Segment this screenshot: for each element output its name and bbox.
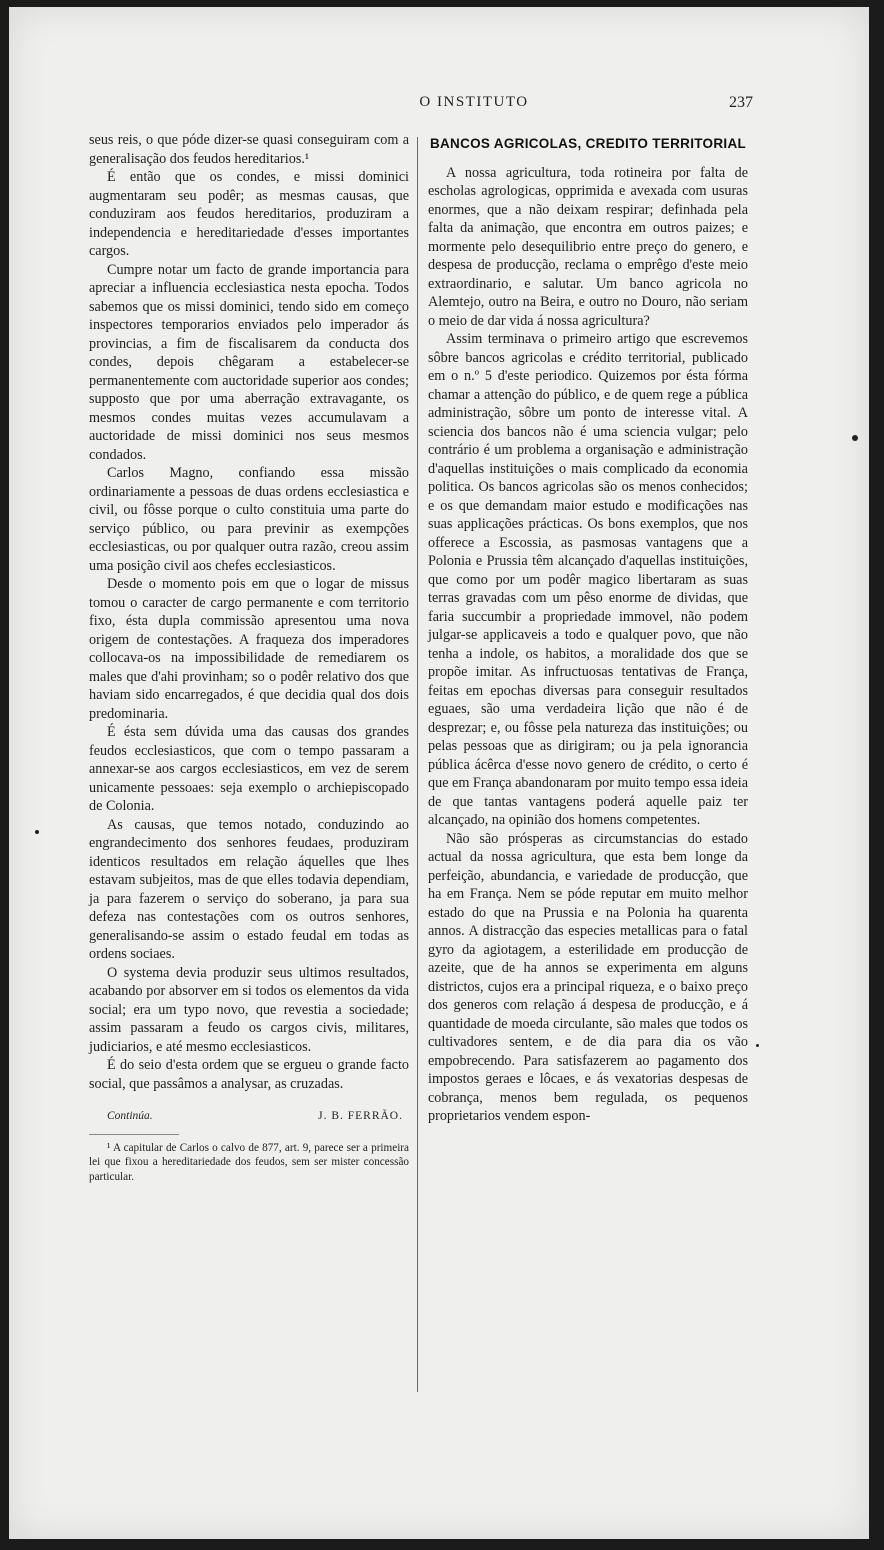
paragraph: Cumpre notar um facto de grande importancia para apreciar a influencia ecclesiastica nesta epocha. Todos sabemos que os missi dominici, tendo sido em começo inspectores temporarios enviados pelo imperador ás provincias, a fim de fiscalisarem da conducta dos condes, depois chêgaram a estabelecer-se permanentemente com auctoridade superior aos condes; supposto que por uma aberração extravagante, os mesmos condes muitas vezes accumulavam a auctoridade de missi dominici nos seus mesmos condados. [89, 261, 409, 463]
ink-spot [852, 435, 858, 441]
running-head [9, 94, 869, 118]
paragraph: O systema devia produzir seus ultimos resultados, acabando por absorver em si todos os elementos da vida social; era um typo novo, que revestia a sociedade; assim passaram a feudo os cargos civis, militares, judiciarios, e até mesmo ecclesiasticos. [89, 964, 409, 1055]
ink-spot [756, 1044, 759, 1047]
paragraph: Assim terminava o primeiro artigo que escrevemos sôbre bancos agricolas e crédito territorial, publicado em o n.º 5 d'este periodico. Quizemos por ésta fórma chamar a attenção do público, e de quem rege a pública administração, sôbre um ponto de interesse vital. A sciencia dos bancos não é uma sciencia vulgar; pelo contrário é um problema a organisação e administração d'aquellas instituições o mais complicado da economia politica. Os bancos agricolas são os menos conhecidos; e os que demandam maior estudo e modificações nas suas applicações prácticas. Os bons exemplos, que nos offerece a Escossia, as pasmosas vantagens que a Polonia e Prussia têm alcançado d'aquellas instituições, que como por um podêr magico libertaram as suas terras gravadas com um pêso enorme de dividas, que faria succumbir a propriedade immovel, não podem julgar-se applicaveis a todo e qualquer povo, que não tenha a indole, os habitos, a moralidade dos que se propõe imitar. As infructuosas tentativas de França, feitas em epochas diversas para conseguir resultados eguaes, são uma verdadeira lição que não é de desprezar; e, ou fôsse pela natureza das instituições; ou pelas pessoas que as dirigiram; ou ja pela ignorancia pública ácêrca d'esse novo genero de crédito, o certo é que em França abandonaram por muito tempo essa ideia de que tantas vantagens poderá aquelle paiz ter alcançado, na opinião dos homens competentes. [428, 331, 748, 828]
page-number: 237 [729, 94, 753, 111]
column-divider [417, 137, 418, 1392]
footnote: ¹ A capitular de Carlos o calvo de 877, art. 9, parece ser a primeira lei que fixou a hereditariedade dos feudos, sem ser mister concessão particular. [89, 1141, 409, 1183]
paragraph: As causas, que temos notado, conduzindo ao engrandecimento dos senhores feudaes, produziram identicos resultados em relação áquelles que lhes estavam subjeitos, mas de que elles todavia dependiam, ja para fazerem o serviço do soberano, ja para sua defeza nas contestações com os outros senhores, generalisando-se assim o estado feudal em todas as ordens sociaes. [89, 816, 409, 962]
article-title: BANCOS AGRICOLAS, CREDITO TERRITORIAL [429, 136, 747, 151]
author-signature: J. B. FERRÃO. [318, 1110, 403, 1122]
paragraph: É do seio d'esta ordem que se ergueu o grande facto social, que passâmos a analysar, as cruzadas. [89, 1057, 409, 1092]
signature-row [89, 1107, 409, 1126]
paragraph: Não são prósperas as circumstancias do estado actual da nossa agricultura, que esta bem longe da perfeição, abundancia, e variedade de producção, que ha em França. Nem se póde reputar em muito melhor estado do que na Prussia e na Polonia ha quarenta annos. A distracção das especies metallicas para o fatal gyro da agiotagem, a esterilidade em producção de azeite, que de ha annos se experimenta em alguns districtos, cujos era a principal riqueza, e o baixo preço dos generos com relação á despesa de producção, e á quantidade de moeda circulante, são males que todos os cultivadores sentem, e de dia para dia os vão empobrecendo. Para satisfazerem ao pagamento dos impostos geraes e lôcaes, e ás vexatorias despesas de cobrança, menos bem regulada, os pequenos proprietarios vendem espon- [428, 830, 748, 1124]
paragraph: É então que os condes, e missi dominici augmentaram seu podêr; as mesmas causas, que conduziram aos feudos hereditarios, produziram a independencia e hereditariedade d'esses importantes cargos. [89, 169, 409, 259]
paragraph: seus reis, o que póde dizer-se quasi conseguiram com a generalisação dos feudos hereditarios.¹ [89, 132, 409, 167]
paragraph: Desde o momento pois em que o logar de missus tomou o caracter de cargo permanente e com territorio fixo, ésta dupla commissão apresentou uma nova origem de contestações. A fraqueza dos imperadores collocava-os na impossibilidade de remediarem os males que d'ahi provinham; so o podêr relativo dos que haviam sido encarregados, é que decidia qual dos dois predominaria. [89, 576, 409, 722]
paragraph: Carlos Magno, confiando essa missão ordinariamente a pessoas de duas ordens ecclesiastica e civil, ou fôsse porque o culto constituia uma parte do serviço público, ou para previnir as exempções ecclesiasticas, ou por qualquer outra razão, creou assim uma posição civil aos chefes ecclesiasticos. [89, 465, 409, 574]
footnote-rule [89, 1134, 179, 1135]
paragraph: É ésta sem dúvida uma das causas dos grandes feudos ecclesiasticos, que com o tempo passaram a annexar-se aos cargos ecclesiasticos, em vez de serem unicamente pessoaes: seja exemplo o archiepiscopado de Colonia. [89, 724, 409, 814]
newspaper-page [9, 7, 869, 1539]
paragraph: A nossa agricultura, toda rotineira por falta de escholas agrologicas, opprimida e avexada com usuras enormes, que a não deixam respirar; definhada pela falta da animação, que encontra em outros paizes; e mormente pelo desequilibrio entre preço do genero, e despesa de producção, reclama o emprêgo d'este meio extraordinario, e salutar. Um banco agricola no Alemtejo, outro na Beira, e outro no Douro, não seriam o meio de dar vida á nossa agricultura? [428, 164, 748, 329]
ink-spot [35, 830, 39, 834]
continua-note: Continúa. [107, 1110, 153, 1122]
running-title: O INSTITUTO [419, 94, 529, 110]
right-column [428, 131, 748, 1126]
left-column [89, 131, 409, 1184]
